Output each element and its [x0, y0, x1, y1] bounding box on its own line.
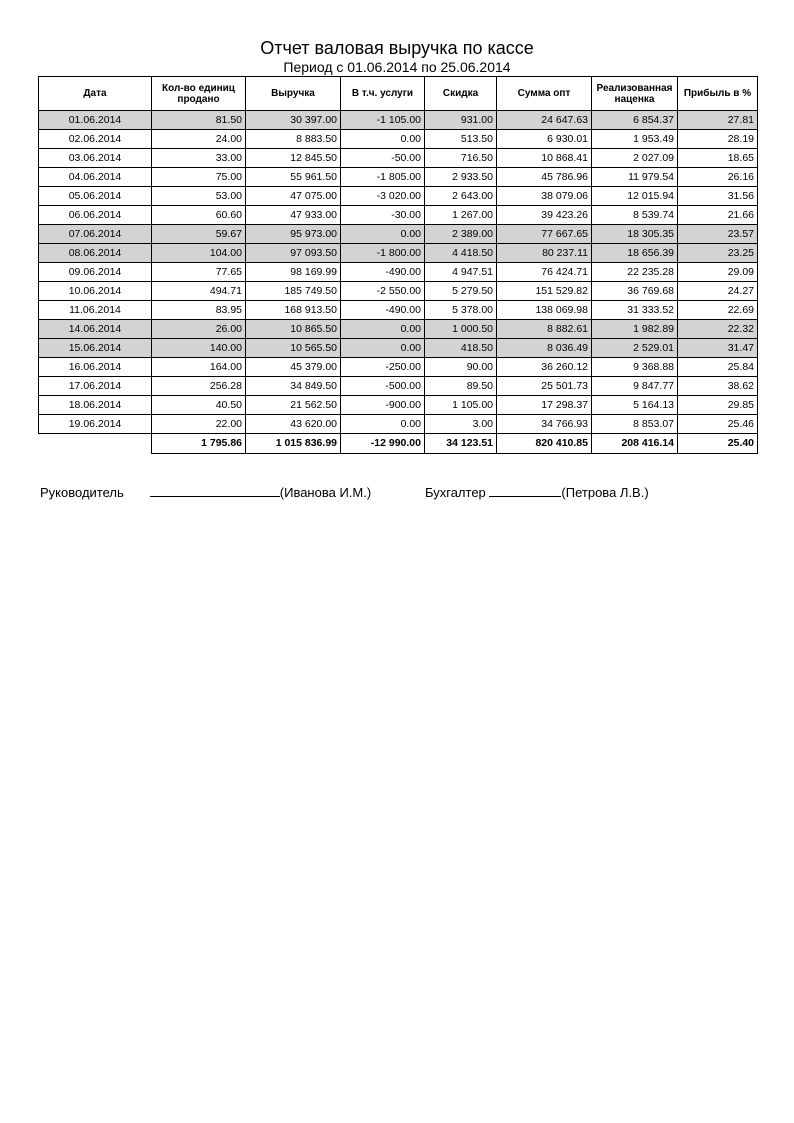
cell-revenue: 95 973.00 — [246, 225, 341, 244]
cell-markup: 6 854.37 — [592, 111, 678, 130]
cell-services: -900.00 — [341, 396, 425, 415]
cell-markup: 31 333.52 — [592, 301, 678, 320]
cell-qty: 33.00 — [152, 149, 246, 168]
total-qty: 1 795.86 — [152, 434, 246, 454]
cell-qty: 83.95 — [152, 301, 246, 320]
cell-discount: 513.50 — [425, 130, 497, 149]
cell-services: -3 020.00 — [341, 187, 425, 206]
table-row — [39, 377, 758, 396]
report-period: Период с 01.06.2014 по 25.06.2014 — [283, 59, 511, 75]
director-name: (Иванова И.М.) — [279, 485, 372, 500]
table-row — [39, 168, 758, 187]
table-row — [39, 263, 758, 282]
director-label: Руководитель — [40, 485, 124, 500]
cell-discount: 1 105.00 — [425, 396, 497, 415]
cell-date: 09.06.2014 — [39, 263, 152, 282]
table-row — [39, 415, 758, 434]
cell-profit: 22.32 — [678, 320, 758, 339]
cell-wholesale: 6 930.01 — [497, 130, 592, 149]
accountant-name: (Петрова Л.В.) — [561, 485, 649, 500]
cell-discount: 1 000.50 — [425, 320, 497, 339]
header-wholesale: Сумма опт — [497, 77, 592, 111]
report-title: Отчет валовая выручка по кассе — [260, 38, 534, 58]
cell-profit: 24.27 — [678, 282, 758, 301]
cell-profit: 29.09 — [678, 263, 758, 282]
cell-revenue: 185 749.50 — [246, 282, 341, 301]
cell-services: -1 805.00 — [341, 168, 425, 187]
cell-services: -50.00 — [341, 149, 425, 168]
cell-date: 02.06.2014 — [39, 130, 152, 149]
accountant-signature-line — [489, 483, 561, 497]
header-date: Дата — [39, 77, 152, 111]
cell-revenue: 8 883.50 — [246, 130, 341, 149]
cell-revenue: 21 562.50 — [246, 396, 341, 415]
cell-wholesale: 138 069.98 — [497, 301, 592, 320]
cell-markup: 5 164.13 — [592, 396, 678, 415]
cell-profit: 18.65 — [678, 149, 758, 168]
cell-markup: 8 539.74 — [592, 206, 678, 225]
cell-discount: 89.50 — [425, 377, 497, 396]
table-header-row — [39, 77, 758, 111]
table-row — [39, 225, 758, 244]
cell-qty: 59.67 — [152, 225, 246, 244]
header-discount: Скидка — [425, 77, 497, 111]
cell-discount: 1 267.00 — [425, 206, 497, 225]
cell-profit: 23.25 — [678, 244, 758, 263]
cell-services: -1 105.00 — [341, 111, 425, 130]
cell-wholesale: 38 079.06 — [497, 187, 592, 206]
cell-discount: 5 378.00 — [425, 301, 497, 320]
cell-wholesale: 25 501.73 — [497, 377, 592, 396]
cell-revenue: 34 849.50 — [246, 377, 341, 396]
cell-qty: 22.00 — [152, 415, 246, 434]
cell-profit: 21.66 — [678, 206, 758, 225]
cell-services: 0.00 — [341, 320, 425, 339]
accountant-label: Бухгалтер — [425, 485, 486, 500]
cell-date: 16.06.2014 — [39, 358, 152, 377]
cell-profit: 23.57 — [678, 225, 758, 244]
cell-date: 06.06.2014 — [39, 206, 152, 225]
table-row — [39, 358, 758, 377]
cell-services: -2 550.00 — [341, 282, 425, 301]
cell-qty: 26.00 — [152, 320, 246, 339]
cell-qty: 40.50 — [152, 396, 246, 415]
cell-wholesale: 10 868.41 — [497, 149, 592, 168]
cell-date: 19.06.2014 — [39, 415, 152, 434]
cell-wholesale: 34 766.93 — [497, 415, 592, 434]
cell-date: 03.06.2014 — [39, 149, 152, 168]
cell-revenue: 12 845.50 — [246, 149, 341, 168]
cell-markup: 1 953.49 — [592, 130, 678, 149]
cell-wholesale: 17 298.37 — [497, 396, 592, 415]
cell-qty: 60.60 — [152, 206, 246, 225]
director-signature — [40, 483, 371, 500]
cell-date: 08.06.2014 — [39, 244, 152, 263]
totals-row — [39, 434, 758, 454]
cell-revenue: 10 565.50 — [246, 339, 341, 358]
header-profit: Прибыль в % — [678, 77, 758, 111]
total-profit: 25.40 — [678, 434, 758, 454]
cell-wholesale: 39 423.26 — [497, 206, 592, 225]
accountant-signature — [425, 483, 649, 500]
cell-services: 0.00 — [341, 415, 425, 434]
cell-wholesale: 76 424.71 — [497, 263, 592, 282]
total-markup: 208 416.14 — [592, 434, 678, 454]
cell-markup: 9 368.88 — [592, 358, 678, 377]
cell-profit: 29.85 — [678, 396, 758, 415]
cell-profit: 31.56 — [678, 187, 758, 206]
cell-discount: 2 933.50 — [425, 168, 497, 187]
cell-markup: 2 529.01 — [592, 339, 678, 358]
cell-profit: 25.84 — [678, 358, 758, 377]
cell-discount: 2 389.00 — [425, 225, 497, 244]
cell-revenue: 55 961.50 — [246, 168, 341, 187]
cell-services: -500.00 — [341, 377, 425, 396]
table-row — [39, 282, 758, 301]
cell-date: 04.06.2014 — [39, 168, 152, 187]
cell-qty: 75.00 — [152, 168, 246, 187]
cell-date: 17.06.2014 — [39, 377, 152, 396]
cell-date: 07.06.2014 — [39, 225, 152, 244]
cell-discount: 3.00 — [425, 415, 497, 434]
table-body — [39, 111, 758, 434]
cell-revenue: 47 075.00 — [246, 187, 341, 206]
cell-qty: 104.00 — [152, 244, 246, 263]
cell-qty: 81.50 — [152, 111, 246, 130]
cell-markup: 2 027.09 — [592, 149, 678, 168]
cell-markup: 18 305.35 — [592, 225, 678, 244]
director-signature-line — [150, 483, 280, 497]
cell-markup: 36 769.68 — [592, 282, 678, 301]
cell-date: 15.06.2014 — [39, 339, 152, 358]
cell-discount: 5 279.50 — [425, 282, 497, 301]
cell-date: 18.06.2014 — [39, 396, 152, 415]
table-row — [39, 244, 758, 263]
header-revenue: Выручка — [246, 77, 341, 111]
cell-discount: 4 418.50 — [425, 244, 497, 263]
cell-qty: 164.00 — [152, 358, 246, 377]
cell-discount: 418.50 — [425, 339, 497, 358]
cell-profit: 25.46 — [678, 415, 758, 434]
revenue-table — [38, 76, 758, 454]
cell-qty: 77.65 — [152, 263, 246, 282]
cell-wholesale: 36 260.12 — [497, 358, 592, 377]
cell-services: 0.00 — [341, 225, 425, 244]
cell-wholesale: 151 529.82 — [497, 282, 592, 301]
cell-markup: 1 982.89 — [592, 320, 678, 339]
cell-markup: 22 235.28 — [592, 263, 678, 282]
cell-revenue: 10 865.50 — [246, 320, 341, 339]
cell-services: 0.00 — [341, 130, 425, 149]
header-markup: Реализованная наценка — [592, 77, 678, 111]
cell-wholesale: 45 786.96 — [497, 168, 592, 187]
header-qty: Кол-во единиц продано — [152, 77, 246, 111]
cell-wholesale: 8 882.61 — [497, 320, 592, 339]
cell-wholesale: 8 036.49 — [497, 339, 592, 358]
table-row — [39, 206, 758, 225]
cell-services: -1 800.00 — [341, 244, 425, 263]
cell-wholesale: 80 237.11 — [497, 244, 592, 263]
cell-date: 01.06.2014 — [39, 111, 152, 130]
table-row — [39, 339, 758, 358]
cell-revenue: 47 933.00 — [246, 206, 341, 225]
totals-empty-cell — [39, 434, 152, 454]
cell-markup: 11 979.54 — [592, 168, 678, 187]
cell-qty: 53.00 — [152, 187, 246, 206]
cell-services: 0.00 — [341, 339, 425, 358]
cell-discount: 931.00 — [425, 111, 497, 130]
header-services: В т.ч. услуги — [341, 77, 425, 111]
table-row — [39, 111, 758, 130]
cell-profit: 31.47 — [678, 339, 758, 358]
cell-markup: 8 853.07 — [592, 415, 678, 434]
cell-profit: 26.16 — [678, 168, 758, 187]
cell-date: 14.06.2014 — [39, 320, 152, 339]
cell-markup: 12 015.94 — [592, 187, 678, 206]
table-row — [39, 320, 758, 339]
cell-discount: 2 643.00 — [425, 187, 497, 206]
cell-qty: 24.00 — [152, 130, 246, 149]
cell-revenue: 30 397.00 — [246, 111, 341, 130]
cell-services: -250.00 — [341, 358, 425, 377]
cell-services: -30.00 — [341, 206, 425, 225]
table-row — [39, 396, 758, 415]
cell-qty: 494.71 — [152, 282, 246, 301]
cell-profit: 27.81 — [678, 111, 758, 130]
cell-discount: 4 947.51 — [425, 263, 497, 282]
cell-date: 11.06.2014 — [39, 301, 152, 320]
cell-revenue: 45 379.00 — [246, 358, 341, 377]
cell-services: -490.00 — [341, 263, 425, 282]
cell-wholesale: 77 667.65 — [497, 225, 592, 244]
cell-revenue: 168 913.50 — [246, 301, 341, 320]
cell-markup: 18 656.39 — [592, 244, 678, 263]
cell-revenue: 97 093.50 — [246, 244, 341, 263]
cell-date: 05.06.2014 — [39, 187, 152, 206]
table-row — [39, 187, 758, 206]
total-discount: 34 123.51 — [425, 434, 497, 454]
total-services: -12 990.00 — [341, 434, 425, 454]
cell-revenue: 43 620.00 — [246, 415, 341, 434]
cell-profit: 22.69 — [678, 301, 758, 320]
cell-wholesale: 24 647.63 — [497, 111, 592, 130]
cell-discount: 716.50 — [425, 149, 497, 168]
table-row — [39, 149, 758, 168]
table-row — [39, 301, 758, 320]
cell-markup: 9 847.77 — [592, 377, 678, 396]
total-wholesale: 820 410.85 — [497, 434, 592, 454]
cell-discount: 90.00 — [425, 358, 497, 377]
cell-qty: 256.28 — [152, 377, 246, 396]
cell-profit: 38.62 — [678, 377, 758, 396]
cell-qty: 140.00 — [152, 339, 246, 358]
cell-services: -490.00 — [341, 301, 425, 320]
total-revenue: 1 015 836.99 — [246, 434, 341, 454]
cell-profit: 28.19 — [678, 130, 758, 149]
cell-revenue: 98 169.99 — [246, 263, 341, 282]
table-row — [39, 130, 758, 149]
cell-date: 10.06.2014 — [39, 282, 152, 301]
